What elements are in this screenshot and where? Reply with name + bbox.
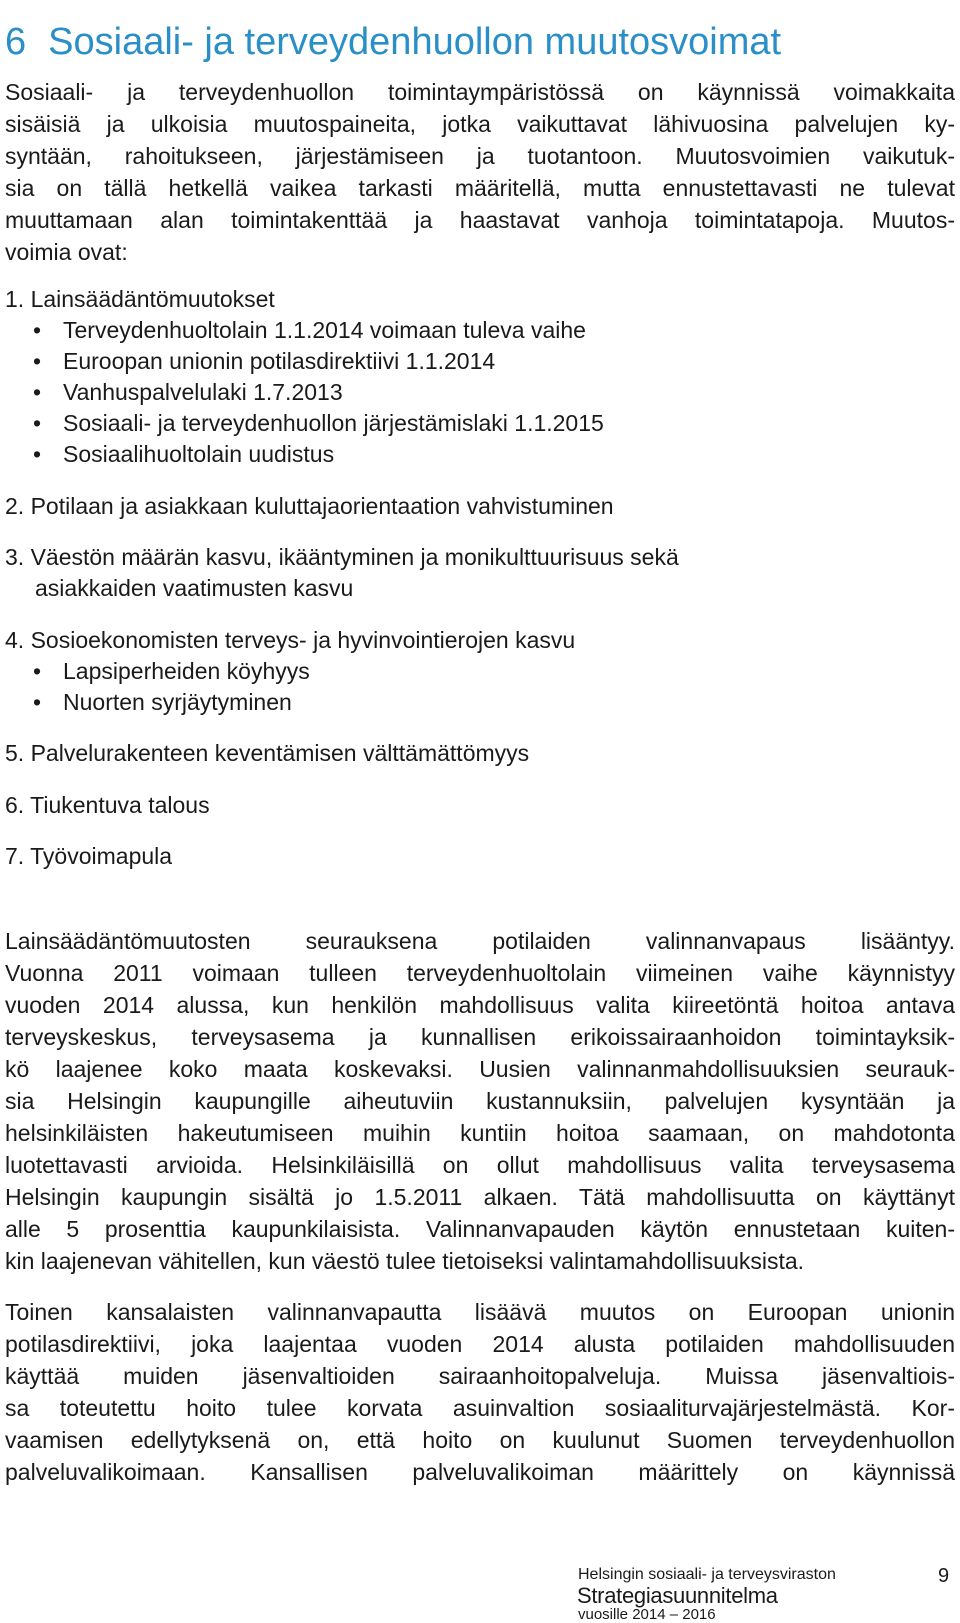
footer-years: vuosille 2014 – 2016 [578, 1606, 716, 1623]
text-line: Vuonna 2011 voimaan tulleen terveydenhuoltolain viimeinen vaihe käynnistyy [5, 960, 955, 986]
text-line: sisäisiä ja ulkoisia muutospaineita, jotka vaikuttavat lähivuosina palvelujen ky- [5, 111, 955, 137]
list-bullet: • Vanhuspalvelulaki 1.7.2013 [33, 376, 343, 408]
section-heading [5, 21, 781, 64]
list-bullet: • Euroopan unionin potilasdirektiivi 1.1.2014 [33, 345, 495, 377]
body-paragraph-2 [5, 925, 955, 1277]
text-line: sa toteutettu hoito tulee korvata asuinvaltion sosiaaliturvajärjestelmästä. Kor- [5, 1395, 955, 1421]
text-line: Sosiaali- ja terveydenhuollon toimintaympäristössä on käynnissä voimakkaita [5, 79, 955, 105]
bullet-icon: • [33, 441, 42, 467]
bullet-icon: • [33, 658, 42, 684]
bullet-icon: • [33, 689, 42, 715]
text-line: kin laajenevan vähitellen, kun väestö tulee tietoiseksi valintamahdollisuuksista. [5, 1248, 805, 1274]
text-line: vuoden 2014 alussa, kun henkilön mahdollisuus valita kiireetöntä hoitoa antava [5, 992, 955, 1018]
text-line: kö laajenee koko maata koskevaksi. Uusien valinnanmahdollisuuksien seurauk- [5, 1056, 955, 1082]
bullet-icon: • [33, 410, 42, 436]
list-item-3-continuation: asiakkaiden vaatimusten kasvu [35, 575, 354, 601]
bullet-icon: • [33, 379, 42, 405]
page-number: 9 [938, 1565, 950, 1587]
bullet-icon: • [33, 348, 42, 374]
text-line: syntään, rahoitukseen, järjestämiseen ja tuotantoon. Muutosvoimien vaikutuk- [5, 143, 955, 169]
text-line: alle 5 prosenttia kaupunkilaisista. Valinnanvapauden käytön ennustetaan kuiten- [5, 1216, 955, 1242]
text-line: sia on tällä hetkellä vaikea tarkasti määritellä, mutta ennustettavasti ne tulevat [5, 175, 955, 201]
text-line: käyttää muiden jäsenvaltioiden sairaanhoitopalveluja. Muissa jäsenvaltiois- [5, 1363, 955, 1389]
list-item-3: 3. Väestön määrän kasvu, ikääntyminen ja monikulttuurisuus sekä [5, 544, 679, 570]
text-line: Toinen kansalaisten valinnanvapautta lisäävä muutos on Euroopan unionin [5, 1299, 955, 1325]
section-title: Sosiaali- ja terveydenhuollon muutosvoimat [48, 21, 782, 64]
text-line: terveyskeskus, terveysasema ja kunnallisen erikoissairaanhoidon toimintayksik- [5, 1024, 955, 1050]
text-line: vaamisen edellytyksenä on, että hoito on kuulunut Suomen terveydenhuollon [5, 1427, 955, 1453]
list-bullet: • Nuorten syrjäytyminen [33, 686, 292, 718]
list-item-7: 7. Työvoimapula [5, 843, 173, 869]
list-item-2: 2. Potilaan ja asiakkaan kuluttajaorientaation vahvistuminen [5, 493, 614, 519]
list-item-5: 5. Palvelurakenteen keventämisen välttämättömyys [5, 740, 530, 766]
text-line: luotettavasti arvioida. Helsinkiläisillä on ollut mahdollisuus valita terveysasema [5, 1152, 955, 1178]
footer-organization: Helsingin sosiaali- ja terveysviraston [578, 1566, 836, 1583]
body-paragraph-3 [5, 1296, 955, 1488]
text-line: potilasdirektiivi, joka laajentaa vuoden 2014 alusta potilaiden mahdollisuuden [5, 1331, 955, 1357]
list-bullet: • Lapsiperheiden köyhyys [33, 655, 310, 687]
text-line: palveluvalikoimaan. Kansallisen palveluvalikoiman määrittely on käynnissä [5, 1459, 955, 1485]
text-line: muuttamaan alan toimintakenttää ja haastavat vanhoja toimintatapoja. Muutos- [5, 207, 955, 233]
list-bullet: • Terveydenhuoltolain 1.1.2014 voimaan tuleva vaihe [33, 314, 586, 346]
list-item-1: 1. Lainsäädäntömuutokset [5, 286, 275, 312]
list-bullet: • Sosiaali- ja terveydenhuollon järjestämislaki 1.1.2015 [33, 407, 604, 439]
text-line: sia Helsingin kaupungille aiheutuviin kustannuksiin, palvelujen kysyntään ja [5, 1088, 955, 1114]
footer-document-title: Strategiasuunnitelma [577, 1583, 778, 1608]
list-bullet: • Sosiaalihuoltolain uudistus [33, 438, 334, 470]
section-number: 6 [5, 21, 27, 64]
text-line: Helsingin kaupungin sisältä jo 1.5.2011 alkaen. Tätä mahdollisuutta on käyttänyt [5, 1184, 955, 1210]
text-line: Lainsäädäntömuutosten seurauksena potilaiden valinnanvapaus lisääntyy. [5, 928, 955, 954]
text-line: helsinkiläisten hakeutumiseen muihin kuntiin hoitoa saamaan, on mahdotonta [5, 1120, 955, 1146]
text-line: voimia ovat: [5, 239, 128, 265]
list-item-6: 6. Tiukentuva talous [5, 792, 210, 818]
bullet-icon: • [33, 317, 42, 343]
intro-paragraph [5, 76, 955, 268]
list-item-4: 4. Sosioekonomisten terveys- ja hyvinvointierojen kasvu [5, 627, 576, 653]
